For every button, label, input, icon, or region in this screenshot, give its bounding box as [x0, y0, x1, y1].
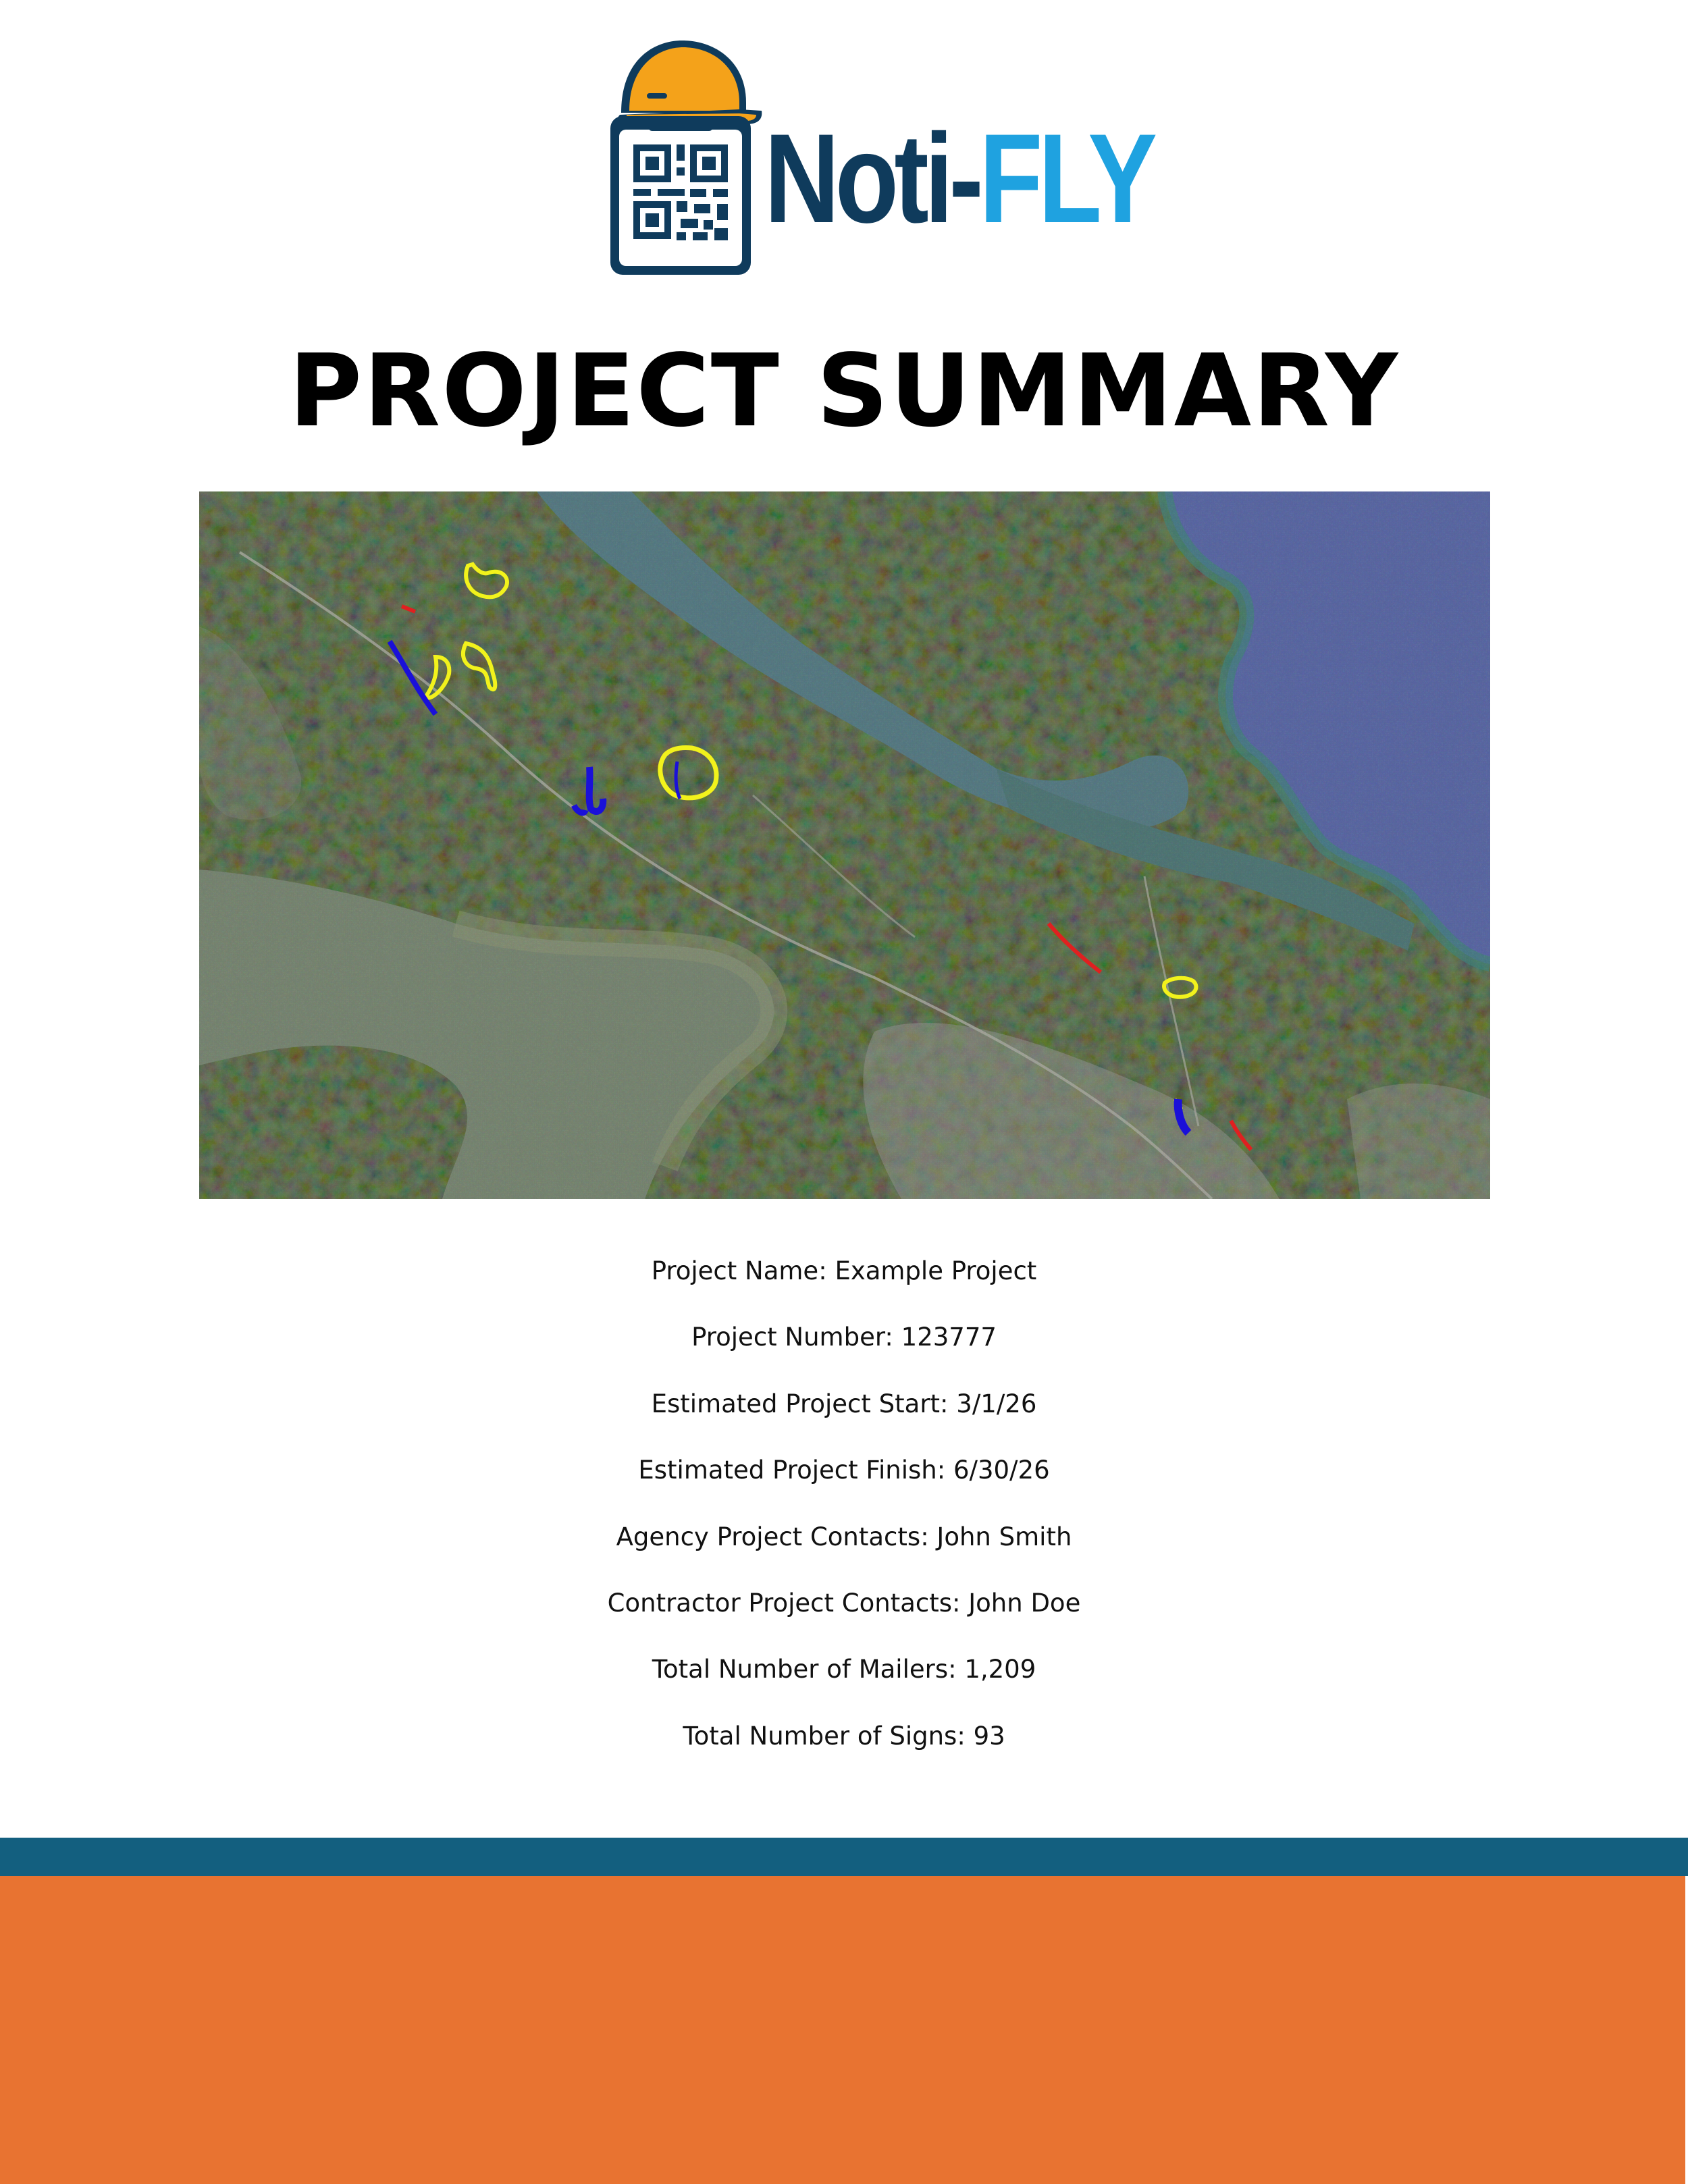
detail-value: 1,209 [964, 1655, 1036, 1684]
detail-label: Project Number [691, 1323, 885, 1352]
detail-finish-date: Estimated Project Finish: 6/30/26 [638, 1456, 1050, 1485]
project-details [0, 1252, 1688, 1784]
detail-value: 3/1/26 [956, 1389, 1037, 1418]
detail-mailers: Total Number of Mailers: 1,209 [652, 1655, 1036, 1684]
detail-value: 6/30/26 [953, 1456, 1050, 1485]
detail-label: Project Name [651, 1256, 819, 1285]
detail-value: 93 [973, 1721, 1005, 1751]
detail-label: Total Number of Mailers [652, 1655, 949, 1684]
project-map [199, 491, 1490, 1199]
detail-value: John Doe [968, 1588, 1081, 1618]
detail-label: Estimated Project Finish [638, 1456, 937, 1485]
page-title: PROJECT SUMMARY [288, 333, 1400, 449]
detail-label: Estimated Project Start [651, 1389, 941, 1418]
detail-label: Agency Project Contacts [616, 1522, 921, 1551]
hard-hat-icon [617, 41, 762, 124]
detail-project-name: Project Name: Example Project [651, 1256, 1037, 1285]
noti-fly-logo [601, 35, 1153, 278]
detail-project-number: Project Number: 123777 [691, 1323, 997, 1352]
footer-band-blue [0, 1838, 1688, 1876]
detail-agency-contacts: Agency Project Contacts: John Smith [616, 1522, 1072, 1551]
detail-label: Contractor Project Contacts [607, 1588, 952, 1618]
detail-value: John Smith [937, 1522, 1072, 1551]
logo-word-noti: Noti- [764, 107, 980, 249]
detail-value: Example Project [835, 1256, 1037, 1285]
footer-band-orange [0, 1876, 1685, 2184]
detail-label: Total Number of Signs [683, 1721, 957, 1751]
detail-contractor-contacts: Contractor Project Contacts: John Doe [607, 1588, 1081, 1618]
logo-word-fly: FLY [979, 107, 1153, 249]
detail-value: 123777 [901, 1323, 997, 1352]
detail-start-date: Estimated Project Start: 3/1/26 [651, 1389, 1037, 1418]
detail-signs: Total Number of Signs: 93 [683, 1721, 1005, 1751]
logo-wordmark [764, 107, 1153, 249]
